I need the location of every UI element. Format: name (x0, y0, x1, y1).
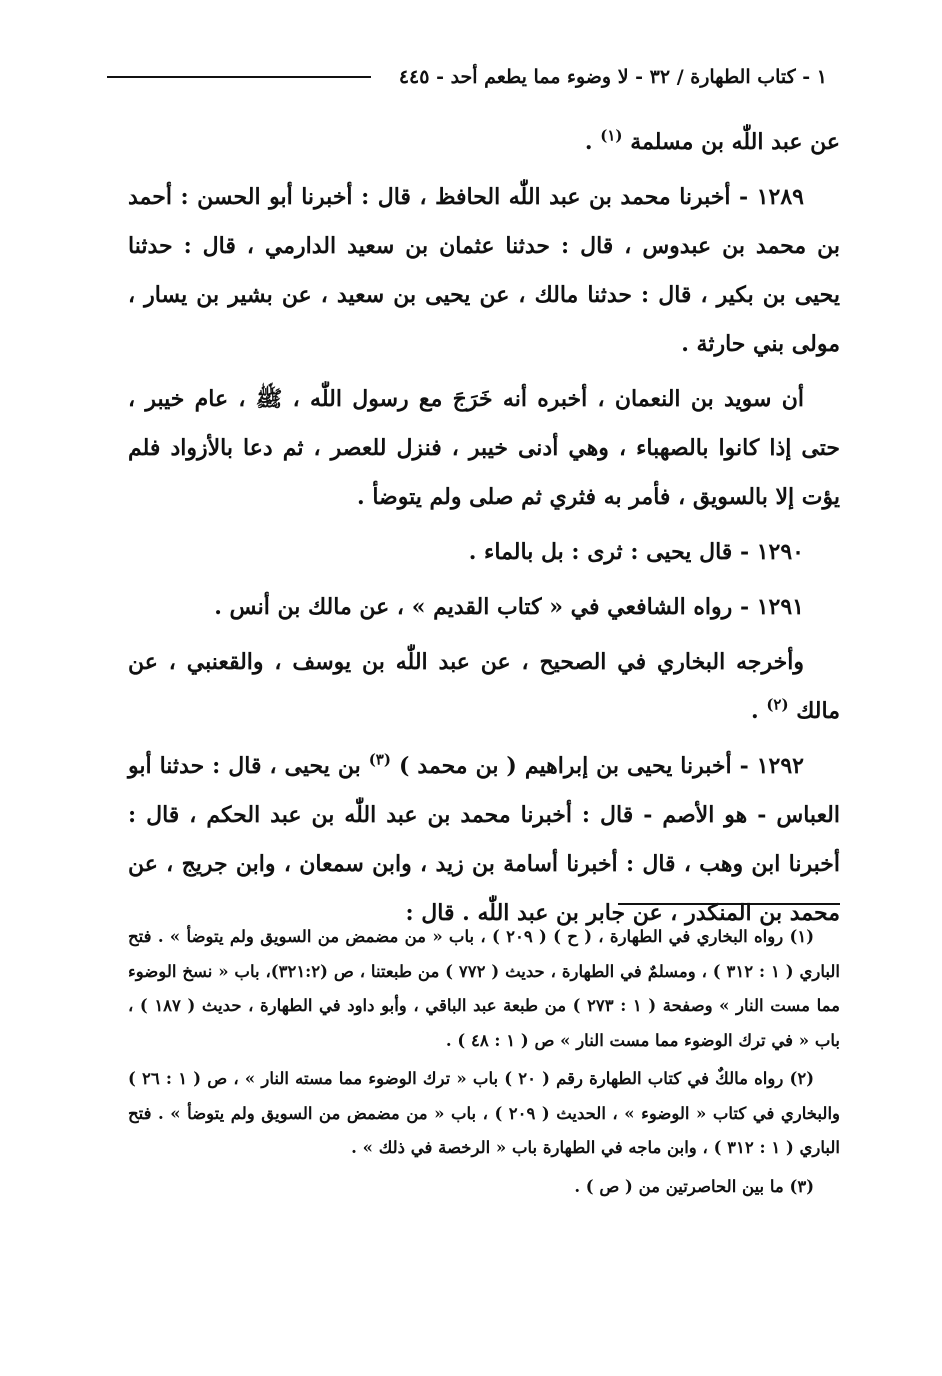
footnote-3: (٣) ما بين الحاصرتين من ( ص ) . (574, 1176, 814, 1196)
paragraph-0-text: عن عبد اللّٰه بن مسلمة (630, 129, 840, 155)
hadith-1292-part-a: ١٢٩٢ - أخبرنا يحيى بن إبراهيم ( بن محمد ) (398, 753, 804, 779)
paragraph-bukhari-text: وأخرجه البخاري في الصحيح ، عن عبد اللّٰه بن يوسف ، والقعنبي ، عن مالك (128, 649, 840, 724)
hadith-1289: ١٢٨٩ - أخبرنا محمد بن عبد اللّٰه الحافظ ، قال : أخبرنا أبو الحسن : أحمد بن محمد بن عبدوس ، قال : حدثنا عثمان بن سعيد الدارمي ، قال : حدثنا يحيى بن بكير ، قال : حدثنا مالك ، عن يحيى بن سعيد ، عن بشير بن يسار ، مولى بني حارثة . (128, 184, 840, 357)
footnote-ref-2: (٢) (766, 695, 789, 714)
paragraph-suwaid: أن سويد بن النعمان ، أخبره أنه خَرَجَ مع رسول اللّٰه ، ﷺ ، عام خيبر ، حتى إذا كانوا بالصهباء ، وهي أدنى خيبر ، فنزل للعصر ، ثم دعا بالأزواد فلم يؤت إلا بالسويق ، فأمر به فثري ثم صلى ولم يتوضأ . (128, 386, 840, 510)
hadith-1292-part-b: بن يحيى ، قال : حدثنا أبو العباس - هو الأصم - قال : أخبرنا محمد بن عبد اللّٰه بن عبد الحكم ، قال : أخبرنا ابن وهب ، قال : أخبرنا أسامة بن زيد ، وابن سمعان ، وابن جريج ، عن محمد بن المنكدر ، عن جابر بن عبد اللّٰه . قال : (128, 753, 840, 926)
paragraph-bukhari-end: . (750, 698, 759, 724)
paragraph-0-end: . (584, 129, 593, 155)
footnote-ref-3: (٣) (368, 750, 391, 769)
footnote-2: (٢) رواه مالكٌ في كتاب الطهارة رقم ( ٢٠ ) باب « ترك الوضوء مما مسته النار » ، ص ( ١ : ٢٦ ) والبخاري في كتاب « الوضوء » ، الحديث ( ٢٠٩ ) ، باب « من مضمض من السويق ولم يتوضأ » . فتح الباري ( ١ : ٣١٢ ) ، وابن ماجه في الطهارة باب « الرخصة في ذلك » . (128, 1069, 840, 1157)
footnote-divider (618, 903, 840, 905)
footnote-1: (١) رواه البخاري في الطهارة ، ( ح ) ( ٢٠٩ ) ، باب « من مضمض من السويق ولم يتوضأ » . فتح الباري ( ١ : ٣١٢ ) ، ومسلمٌ في الطهارة ، حديث ( ٧٧٢ ) من طبعتنا ، ص (٣٢١:٢)، باب « نسخ الوضوء مما مست النار » وصفحة ( ١ : ٢٧٣ ) من طبعة عبد الباقي ، وأبو داود في الطهارة ، حديث ( ١٨٧ ) ، باب « في ترك الوضوء مما مست النار » ص ( ١ : ٤٨ ) . (128, 927, 840, 1050)
hadith-1292 (128, 742, 840, 938)
running-title: ١ - كتاب الطهارة / ٣٢ - لا وضوء مما يطعم أحد - ٤٤٥ (398, 66, 827, 88)
header-rule (107, 76, 371, 78)
footnotes (128, 920, 840, 1208)
hadith-1291: ١٢٩١ - رواه الشافعي في « كتاب القديم » ، عن مالك بن أنس . (214, 594, 804, 620)
running-header (107, 66, 827, 88)
paragraph-bukhari (128, 638, 840, 736)
paragraph-0 (128, 118, 840, 167)
main-text (128, 118, 840, 944)
footnote-ref-1: (١) (600, 126, 623, 145)
hadith-1290: ١٢٩٠ - قال يحيى : ثرى : بل بالماء . (468, 539, 804, 565)
